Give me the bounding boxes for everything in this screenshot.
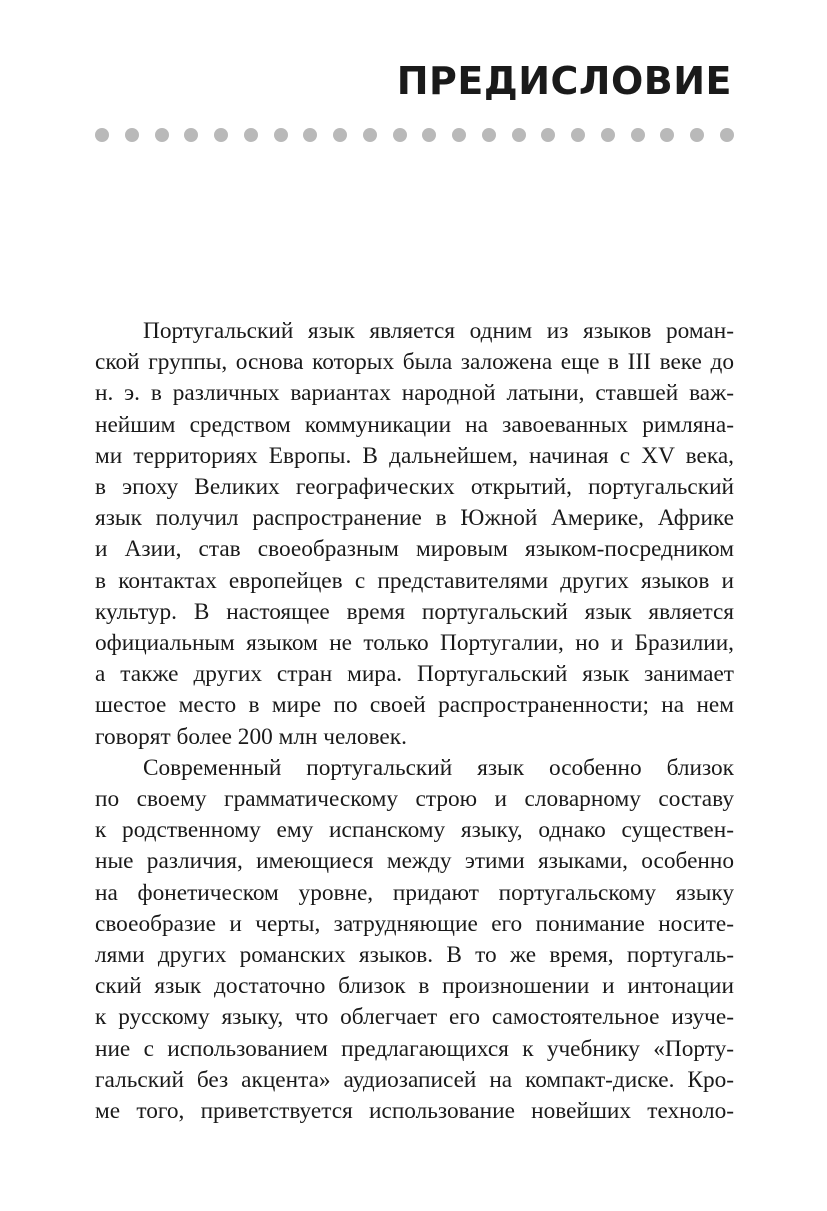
divider-dot: [155, 128, 169, 142]
body-text: [95, 316, 734, 1127]
text-line: к русскому языку, что облегчает его самостоятельное изуче-: [95, 1004, 734, 1031]
divider-dot: [660, 128, 674, 142]
text-line: официальным языком не только Португалии, но и Бразилии,: [95, 630, 734, 657]
text-line: и Азии, став своеобразным мировым языком-посредником: [95, 536, 734, 563]
text-line: лями других романских языков. В то же время, португаль-: [95, 942, 734, 969]
divider-dot: [184, 128, 198, 142]
text-line: Современный португальский язык особенно близок: [143, 754, 734, 781]
text-line: своеобразие и черты, затрудняющие его понимание носите-: [95, 910, 734, 937]
text-line: культур. В настоящее время португальский язык является: [95, 598, 734, 625]
divider-dot: [333, 128, 347, 142]
divider-dot: [393, 128, 407, 142]
text-line: Португальский язык является одним из языков роман-: [143, 318, 734, 344]
text-line: язык получил распространение в Южной Америке, Африке: [95, 505, 734, 532]
text-line: по своему грамматическому строю и словарному составу: [95, 786, 734, 813]
paragraph-1: [95, 316, 734, 753]
divider-dot: [303, 128, 317, 142]
text-line: шестое место в мире по своей распространенности; на нем: [95, 692, 734, 719]
divider-dot: [422, 128, 436, 142]
paragraph-2: [95, 753, 734, 1127]
text-line: в контактах европейцев с представителями других языков и: [95, 567, 734, 594]
divider-dot: [571, 128, 585, 142]
text-line: на фонетическом уровне, придают португальскому языку: [95, 879, 734, 906]
text-line: ные различия, имеющиеся между этими языками, особенно: [95, 848, 734, 875]
text-line: к родственному ему испанскому языку, однако существен-: [95, 817, 734, 844]
text-line: ме того, приветствуется использование новейших техноло-: [95, 1098, 734, 1125]
divider-dot: [95, 128, 109, 142]
divider-dot: [274, 128, 288, 142]
divider-dot: [244, 128, 258, 142]
divider-dot: [125, 128, 139, 142]
divider-dot: [512, 128, 526, 142]
divider-dot: [214, 128, 228, 142]
divider-dot: [452, 128, 466, 142]
divider-dot: [690, 128, 704, 142]
divider-dot: [482, 128, 496, 142]
text-line: н. э. в различных вариантах народной латыни, ставшей важ-: [95, 380, 734, 407]
divider-dot: [631, 128, 645, 142]
text-line: ние с использованием предлагающихся к учебнику «Порту-: [95, 1035, 734, 1062]
text-line: нейшим средством коммуникации на завоеванных римляна-: [95, 411, 734, 438]
divider-dot: [363, 128, 377, 142]
text-line: говорят более 200 млн человек.: [95, 723, 407, 750]
dotted-divider: [95, 127, 734, 143]
text-line: гальский без акцента» аудиозаписей на компакт-диске. Кро-: [95, 1066, 734, 1093]
text-line: а также других стран мира. Португальский язык занимает: [95, 661, 734, 688]
divider-dot: [541, 128, 555, 142]
text-line: ми территориях Европы. В дальнейшем, начиная с XV века,: [95, 442, 734, 469]
divider-dot: [601, 128, 615, 142]
text-line: ский язык достаточно близок в произношении и интонации: [95, 973, 734, 1000]
page-title: ПРЕДИСЛОВИЕ: [396, 59, 732, 103]
text-line: в эпоху Великих географических открытий, португальский: [95, 474, 734, 501]
text-line: ской группы, основа которых была заложена еще в III веке до: [95, 349, 734, 376]
divider-dot: [720, 128, 734, 142]
